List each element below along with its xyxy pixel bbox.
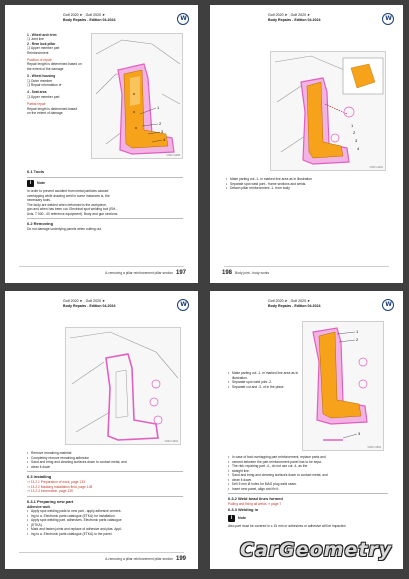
bullet-item: • Make parting cut -1- in marked line area as in illustration [226,177,388,182]
section-title-removing: 6.2 Removing [27,221,54,226]
callout-4: 4 [163,137,166,142]
bullet-item: • Completely remove remaining adhesive [27,456,183,461]
legend-item: 3 - Wheel housing [27,74,56,79]
bullet-item: • ing to a. Electronic parts catalogue (ETKA) to the panel. [27,532,183,537]
subheading: Adhesive work [27,504,51,509]
vw-logo-icon: W [177,13,189,25]
figure-id: C000 11488 [166,154,180,157]
pillar-diagram [66,328,182,446]
subheading: Pulling and fixing all welds ⇒ page 7 [228,502,282,506]
legend-item: 4 - Seat area [27,90,47,95]
watermark-text: CarGeometry [240,539,393,561]
callout-4: 4 [357,146,360,151]
bullet-item: • Insert new panel, align and fix it. [228,487,388,492]
text-line: necessary tools. [27,198,51,202]
figure-id: C000 11491 [369,166,383,169]
bullet-item: • Separate spot weld joint -2- [228,380,300,385]
legend-item: on the extent of damage [27,111,63,116]
page-header [63,13,173,23]
legend-item: 2 - Rear lock pillar [27,41,56,46]
page-body [27,169,183,232]
header-edition: Body Repairs - Edition 04.2024 [268,17,321,22]
legend-item: Repair length is determined based on [27,62,82,67]
legend-item: Partial repair [27,102,46,107]
page-number: 199 [175,556,186,562]
callout-2: 2 [356,337,359,342]
legend-item: ❑ Upper member part [27,46,60,51]
page-header [268,13,378,23]
info-icon: i [27,180,34,187]
page-footer [105,556,186,562]
section-title-welding: 6.3.3 Welding in [228,506,259,512]
watermark-logo [238,537,403,575]
manual-page-200 [210,291,403,569]
pillar-diagram [303,322,385,452]
body-structure-figure [302,321,384,451]
text-line: In order to prevent accident from metal particles caused [27,189,109,193]
removal-steps [27,451,183,469]
page-body [27,451,183,536]
bullet-item: • Make parting cut -1- in marked line area as in illustration. [228,371,300,380]
text-line: ⇒ 13.2.2 Masking Installation field, page 135 [27,484,93,489]
bullet-item: • Apply spot welding part, adhesives. Electronic parts catalogue [27,518,183,523]
legend-item: Position of repair [27,58,52,63]
bullet-item: • ing to a. Electronic parts catalogue (ETKA) for installation. [27,514,183,519]
vw-logo-icon: W [382,13,394,25]
page-footer [222,270,269,276]
bullet-item: • Apply spot welding pads to new part - apply adhesive cement- [27,509,183,514]
legend-item: ❑ Outer member [27,78,53,83]
page-header [63,299,173,309]
bullet-item: • cement between the part reinforcement panel has to be sepa. [228,460,388,465]
manual-page-199 [5,291,198,569]
callout-3: 3 [355,138,358,143]
body-structure-figure [65,327,181,445]
page-number: 197 [175,270,186,276]
vw-logo-icon: W [382,299,394,311]
vw-logo-icon: W [177,299,189,311]
bullet-item: • Detach pillar reinforcement -1- from body [226,186,388,191]
body-structure-figure [270,51,386,171]
body-structure-figure [91,33,183,159]
header-model: Golf 2020 ➤ , Golf 2020 ➤ [63,13,106,17]
header-model: Golf 2020 ➤ , Golf 2020 ➤ [63,299,106,303]
section-title-weld-lines: 6.3.2 Weld bead lines formed [228,496,283,501]
legend-item: 1 - Wheel arch trim [27,33,57,37]
pillar-diagram [92,34,184,160]
page-body [228,455,388,528]
preparing-text [27,509,183,536]
callout-1: 1 [356,329,359,334]
callout-1: 1 [351,123,354,128]
manual-page-198 [210,5,403,283]
bullet-item: • Sand and bring and cleaning surfaces down to contact metal, and [27,460,183,465]
figure-legend [27,33,87,116]
callout-3: 3 [161,129,164,134]
bullet-item: • Separate spot weld joint - frame sections and welds. [226,182,388,187]
note-box [228,515,388,522]
side-steps [228,371,300,389]
header-edition: Body Repairs - Edition 04.2024 [268,303,321,308]
removing-text: Do not damage underlying panels when cutting out [27,227,102,231]
legend-item: the extent of the damage [27,66,64,71]
bullet-item: • straight line. [228,469,388,474]
bullet-item: • clean it down [27,465,183,470]
section-title-installing: 6.3 Installing [27,474,52,479]
header-model: Golf 2020 ➤ , Golf 2020 ➤ [268,13,311,17]
reference-links [27,480,183,494]
header-model: Golf 2020 ➤ , Golf 2020 ➤ [268,299,311,303]
text-line: ⇒ 13.2.3 Information, page 139 [27,489,73,493]
bullet-item: • Drill 5 mm Ø holes for MAG plug weld seam. [228,482,388,487]
text-line: gun and when has been cut. Electrical spot welding tool (EM... [27,207,118,211]
section-title-preparing: 6.3.1 Preparing new part [27,498,74,504]
note-box [27,180,183,187]
text-line: ⇒ 13.2.1 Preparation of work, page 133 [27,480,85,484]
bullet-item: • Sand and bring and cleaning surfaces down to contact metal, and [228,473,388,478]
legend-item: Repair length is determined based [27,106,78,111]
callout-2: 2 [159,121,162,126]
tools-text [27,189,183,216]
header-edition: Body Repairs - Edition 04.2024 [63,17,116,22]
text-line: overlapping while drawing weld in some instances is, the [27,193,110,198]
legend-item: ❑ Upper member part [27,94,60,99]
pillar-diagram [271,52,387,172]
footer-title: Body joint - body works [235,271,270,275]
figure-id: C000 11516 [164,440,178,443]
bullet-item: • Mark and fasten joints and replace of adhesive and plas. Appl- [27,527,183,532]
callout-1: 1 [157,105,160,110]
page-header [268,299,378,309]
note-label: Note [37,181,45,186]
page-number: 198 [222,270,233,276]
callout-3: 3 [358,431,361,436]
bullet-item: • (ETKA). [27,523,183,528]
page-body [226,177,388,191]
info-icon: i [228,515,235,522]
manual-page-197 [5,5,198,283]
bullet-item: • The risk: repairing part -4-, do not use cut -4- as the [228,464,388,469]
note-text: Also part must be covered in ≤ 15 mm or adhesives or adhesive will be impacted [228,523,346,528]
legend-item: Reinforcement [27,50,49,55]
bullet-item: • Remove remaining material [27,451,183,456]
note-label: Note [238,515,246,520]
page-footer [105,270,186,276]
footer-title: A-removing a pillar reinforcement pillar section [105,271,173,275]
section-title-tools: 6.1 Tools [27,169,45,174]
header-edition: Body Repairs - Edition 04.2024 [63,303,116,308]
text-line: Axis, T 000...40 reference equipment). Body and gun sections. [27,211,119,216]
callout-2: 2 [353,130,356,135]
legend-item: ❑ Joint line [27,37,44,42]
figure-id: C000 11522 [367,446,381,449]
bullet-item: • In case of bad overlapping part reinforcement, replace parts and [228,455,388,460]
install-steps [228,455,388,491]
text-line: The body are welded when deformed is the workpiece, [27,202,107,207]
bullet-item: • Separate cut and -3- of in the place. [228,385,300,390]
bullet-item: • clean it down. [228,478,388,483]
footer-title: A-removing a pillar reinforcement pillar section [105,557,173,561]
legend-item: ❑ Repair information ➤ [27,83,62,88]
